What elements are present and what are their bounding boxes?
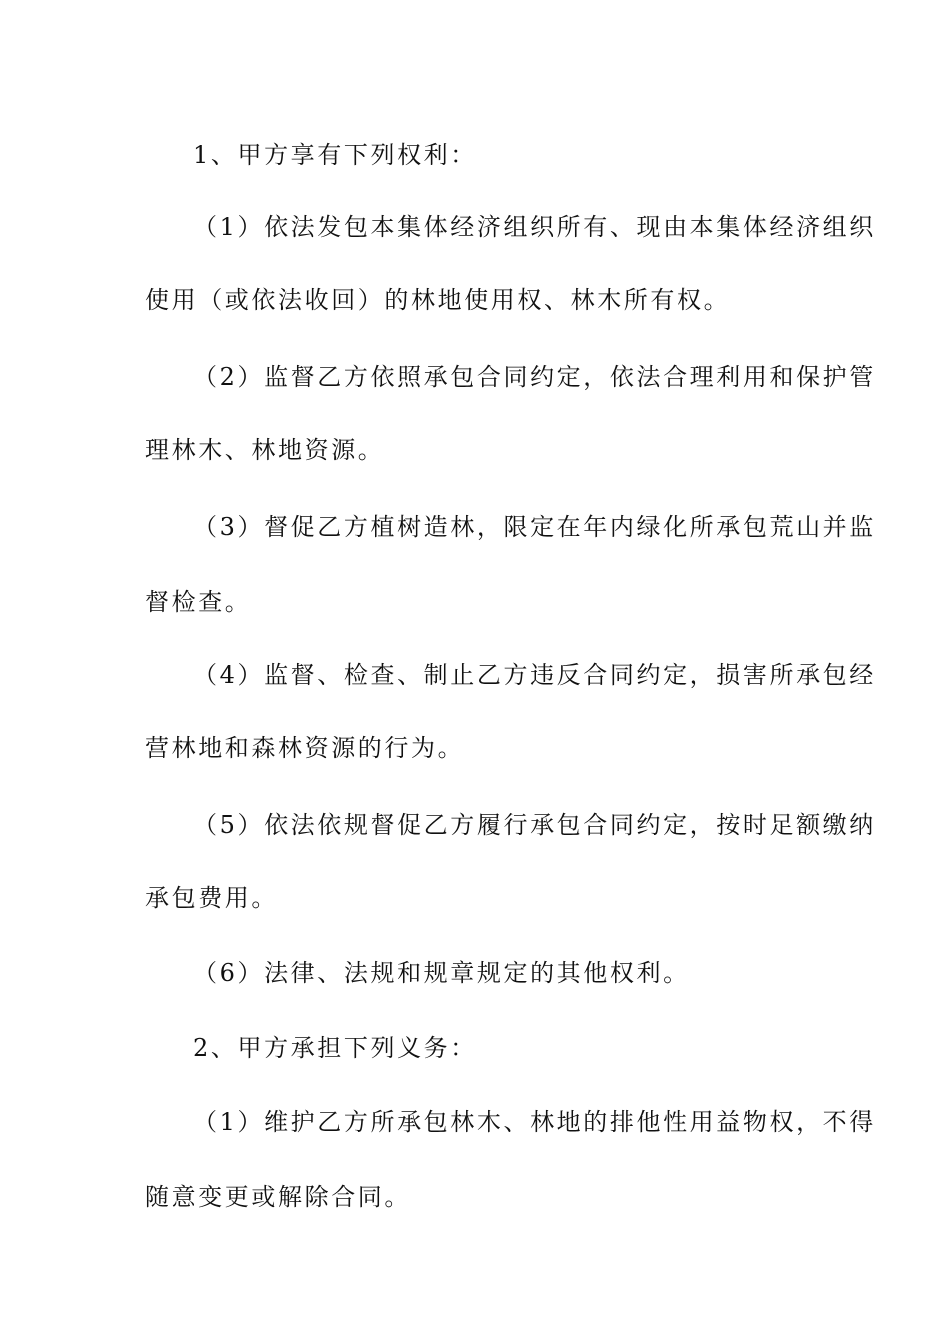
clause-5-line-2: 承包费用。 bbox=[145, 884, 278, 912]
clause-3-line-2: 督检查。 bbox=[145, 588, 252, 616]
clause-6-line-1: （6）法律、法规和规章规定的其他权利。 bbox=[193, 959, 690, 987]
clause-5-line-1: （5）依法依规督促乙方履行承包合同约定，按时足额缴纳 bbox=[193, 811, 876, 839]
obligation-1-line-2: 随意变更或解除合同。 bbox=[145, 1183, 411, 1211]
obligations-heading: 2、甲方承担下列义务： bbox=[193, 1034, 477, 1062]
rights-heading: 1、甲方享有下列权利： bbox=[193, 141, 477, 169]
clause-1-line-1: （1）依法发包本集体经济组织所有、现由本集体经济组织 bbox=[193, 213, 876, 241]
obligation-1-line-1: （1）维护乙方所承包林木、林地的排他性用益物权，不得 bbox=[193, 1108, 876, 1136]
clause-2-line-2: 理林木、林地资源。 bbox=[145, 436, 385, 464]
clause-3-line-1: （3）督促乙方植树造林，限定在年内绿化所承包荒山并监 bbox=[193, 513, 876, 541]
clause-4-line-2: 营林地和森林资源的行为。 bbox=[145, 734, 465, 762]
clause-4-line-1: （4）监督、检查、制止乙方违反合同约定，损害所承包经 bbox=[193, 661, 876, 689]
clause-2-line-1: （2）监督乙方依照承包合同约定，依法合理利用和保护管 bbox=[193, 363, 876, 391]
clause-1-line-2: 使用（或依法收回）的林地使用权、林木所有权。 bbox=[145, 286, 731, 314]
